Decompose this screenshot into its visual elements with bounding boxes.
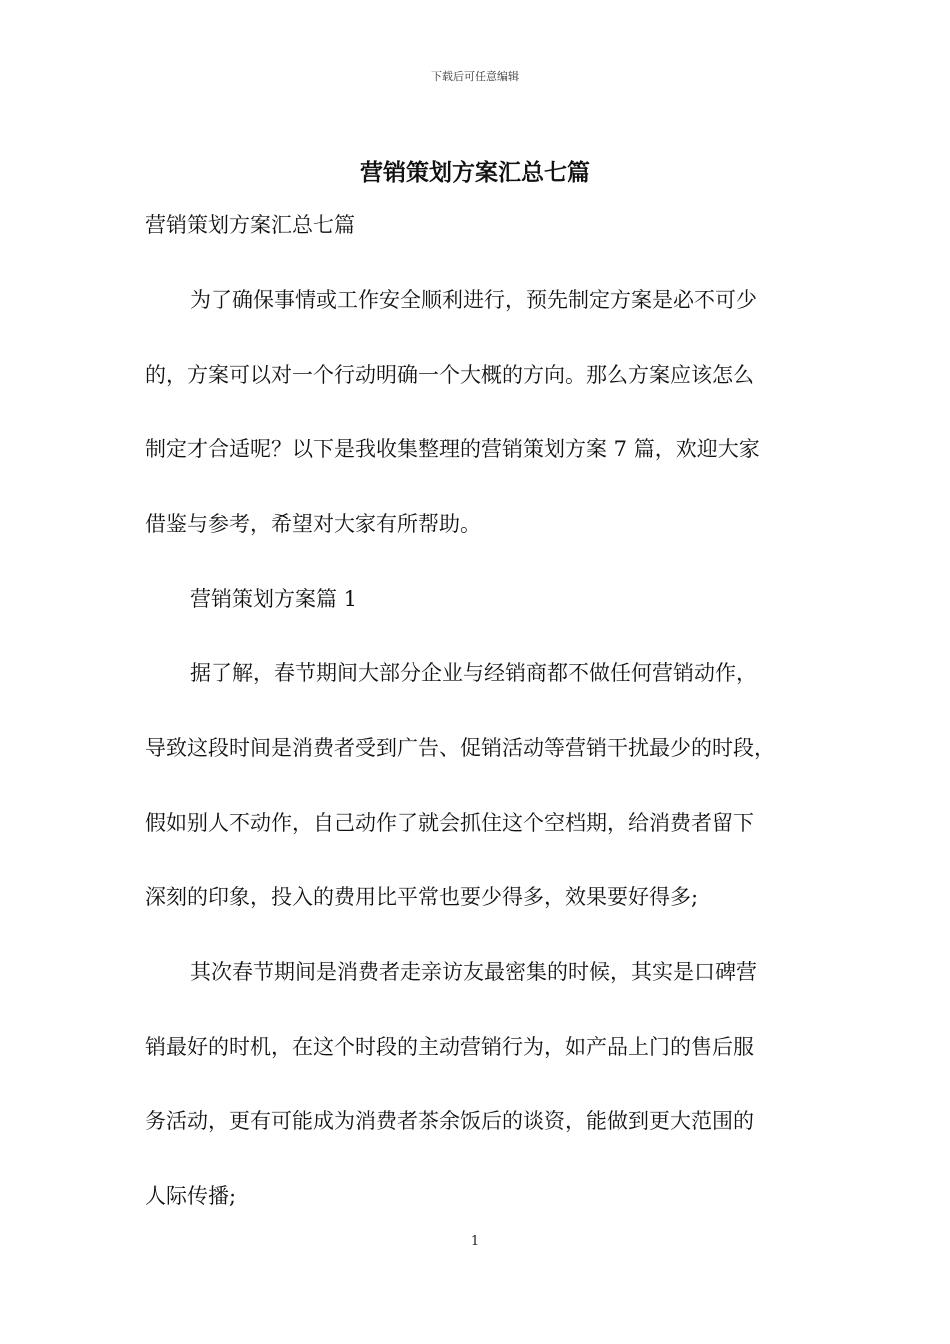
paragraph-line: 销最好的时机，在这个时段的主动营销行为，如产品上门的售后服: [145, 1035, 754, 1059]
paragraph-line: 借鉴与参考，希望对大家有所帮助。: [145, 512, 481, 536]
paragraph-line: 其次春节期间是消费者走亲访友最密集的时候，其实是口碑营: [190, 960, 757, 984]
section-heading: 营销策划方案篇 1: [190, 587, 358, 611]
paragraph-line: 务活动，更有可能成为消费者茶余饭后的谈资，能做到更大范围的: [145, 1109, 754, 1133]
paragraph-line: 据了解，春节期间大部分企业与经销商都不做任何营销动作，: [190, 661, 757, 685]
paragraph-line: 为了确保事情或工作安全顺利进行，预先制定方案是必不可少: [190, 288, 757, 312]
paragraph-line: 导致这段时间是消费者受到广告、促销活动等营销干扰最少的时段，: [145, 736, 775, 760]
paragraph-line: 制定才合适呢？以下是我收集整理的营销策划方案 7 篇，欢迎大家: [145, 437, 760, 461]
document-title: 营销策划方案汇总七篇: [360, 159, 590, 186]
header-note: 下载后可任意编辑: [431, 70, 519, 83]
subtitle-line: 营销策划方案汇总七篇: [145, 213, 355, 237]
paragraph-line: 深刻的印象，投入的费用比平常也要少得多，效果要好得多;: [145, 885, 699, 909]
paragraph-line: 的，方案可以对一个行动明确一个大概的方向。那么方案应该怎么: [145, 363, 754, 387]
paragraph-line: 假如别人不动作，自己动作了就会抓住这个空档期，给消费者留下: [145, 811, 754, 835]
page-number: 1: [470, 1234, 480, 1249]
paragraph-line: 人际传播;: [145, 1184, 237, 1208]
